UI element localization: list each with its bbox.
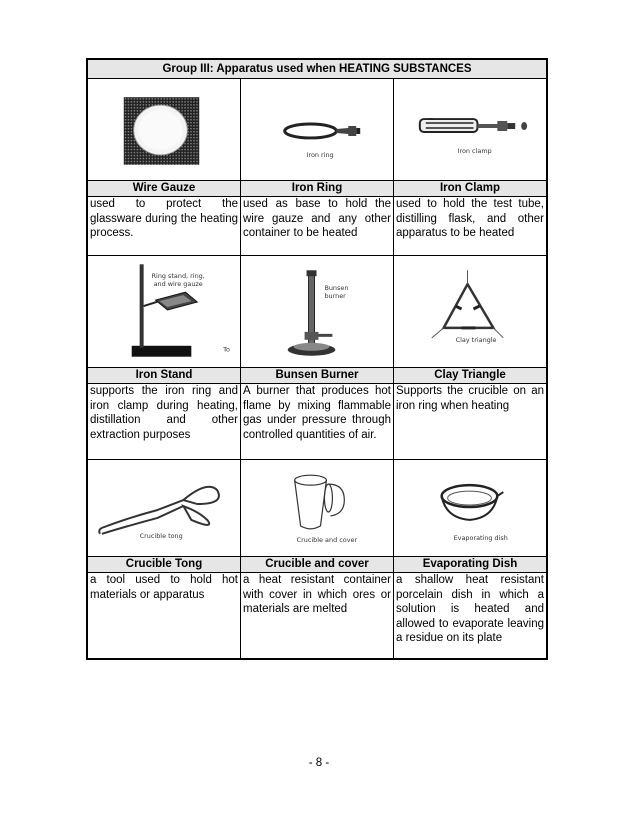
svg-text:Ring stand, ring,: Ring stand, ring,: [151, 272, 205, 281]
iron-clamp-icon: [394, 79, 546, 180]
name-row: [88, 368, 546, 384]
svg-text:To: To: [223, 345, 230, 354]
item-description: Supports the crucible on an iron ring when heating: [396, 385, 544, 412]
description-row: [88, 197, 546, 256]
iron-ring-icon: [241, 79, 394, 180]
description-row: [88, 573, 546, 658]
crucible-cover-icon: [241, 460, 394, 556]
image-row: [88, 460, 546, 557]
svg-text:Iron ring: Iron ring: [306, 150, 334, 159]
item-name: Iron Ring: [241, 181, 394, 196]
svg-text:burner: burner: [324, 292, 346, 301]
name-row: [88, 557, 546, 573]
svg-text:Bunsen: Bunsen: [324, 284, 349, 293]
image-row: [88, 79, 546, 181]
item-name: Clay Triangle: [394, 368, 546, 383]
item-name: Bunsen Burner: [241, 368, 394, 383]
svg-text:Crucible and cover: Crucible and cover: [296, 535, 358, 544]
svg-text:Iron clamp: Iron clamp: [457, 146, 492, 155]
item-name: Iron Clamp: [394, 181, 546, 196]
page-number: - 8 -: [308, 757, 330, 769]
image-row: [88, 256, 546, 368]
item-description: A burner that produces hot flame by mixing flammable gas under pressure through controlled quantities of air.: [241, 384, 394, 459]
item-name: Crucible Tong: [88, 557, 241, 572]
table-title: Group III: Apparatus used when HEATING SUBSTANCES: [88, 60, 546, 79]
item-description: supports the iron ring and iron clamp during heating, distillation and other extraction purposes: [88, 384, 241, 459]
description-row: [88, 384, 546, 460]
bunsen-burner-icon: [241, 256, 394, 367]
item-description: used to protect the glassware during the heating process.: [88, 197, 241, 255]
name-row: [88, 181, 546, 197]
item-description: a heat resistant container with cover in which ores or materials are melted: [241, 573, 394, 658]
svg-text:Clay triangle: Clay triangle: [455, 335, 497, 344]
svg-text:and wire gauze: and wire gauze: [153, 280, 203, 289]
item-name: Wire Gauze: [88, 181, 241, 196]
item-description: a tool used to hold hot materials or apparatus: [88, 573, 241, 658]
evaporating-dish-icon: [394, 460, 546, 556]
item-description: used to hold the test tube, distilling flask, and other apparatus to be heated: [396, 198, 544, 239]
iron-stand-icon: [88, 256, 241, 367]
svg-text:Crucible tong: Crucible tong: [139, 531, 183, 540]
crucible-tong-icon: [88, 460, 241, 556]
item-description: a shallow heat resistant porcelain dish in which a solution is heated and allowed to evaporate leaving a residue on its plate: [396, 574, 544, 644]
item-name: Crucible and cover: [241, 557, 394, 572]
apparatus-table: [86, 58, 548, 660]
item-description: used as base to hold the wire gauze and any other container to be heated: [241, 197, 394, 255]
item-name: Evaporating Dish: [394, 557, 546, 572]
item-name: Iron Stand: [88, 368, 241, 383]
wire-gauze-icon: [88, 79, 241, 180]
clay-triangle-icon: [394, 256, 546, 367]
svg-text:Evaporating dish: Evaporating dish: [453, 533, 508, 542]
